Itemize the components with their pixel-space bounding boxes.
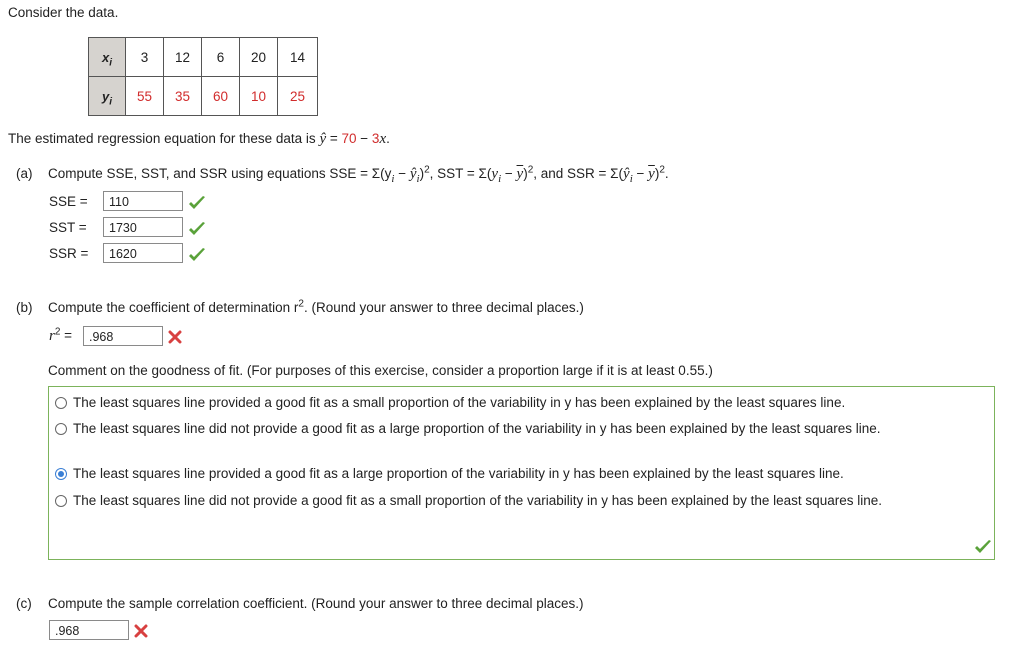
y-cell: 55: [126, 77, 164, 116]
cross-icon: [168, 330, 182, 344]
part-a-label: (a): [16, 166, 33, 181]
correlation-input[interactable]: .968: [49, 620, 129, 640]
x-row: [89, 38, 318, 77]
radio-option-1[interactable]: [55, 397, 67, 409]
data-table: [88, 37, 318, 116]
r2-input[interactable]: .968: [83, 326, 163, 346]
regression-equation: The estimated regression equation for these data is ŷ = 70 − 3x.: [8, 131, 390, 147]
part-b-label: (b): [16, 300, 33, 315]
radio-option-4[interactable]: [55, 495, 67, 507]
sse-label: SSE =: [49, 194, 88, 209]
intro-text: Consider the data.: [8, 5, 119, 20]
x-cell: 6: [202, 38, 240, 77]
radio-option-2[interactable]: [55, 423, 67, 435]
check-icon: [188, 221, 206, 237]
option-2-text: The least squares line did not provide a good fit as a large proportion of the variability in y has been explained by the least squares line.: [73, 421, 881, 436]
check-icon: [974, 539, 992, 555]
sst-label: SST =: [49, 220, 87, 235]
y-cell: 10: [240, 77, 278, 116]
option-4-text: The least squares line did not provide a good fit as a small proportion of the variability in y has been explained by the least squares line.: [73, 493, 882, 508]
x-cell: 14: [278, 38, 318, 77]
y-cell: 60: [202, 77, 240, 116]
y-cell: 35: [164, 77, 202, 116]
ssr-input[interactable]: 1620: [103, 243, 183, 263]
comment-prompt: Comment on the goodness of fit. (For purposes of this exercise, consider a proportion large if it is at least 0.55.): [48, 363, 713, 378]
cross-icon: [134, 624, 148, 638]
r2-label: $r^2$ =: [49, 326, 73, 344]
sse-input[interactable]: 110: [103, 191, 183, 211]
part-c-question: Compute the sample correlation coefficient. (Round your answer to three decimal places.): [48, 596, 584, 611]
check-icon: [188, 195, 206, 211]
part-a-question: Compute SSE, SST, and SSR using equations SSE = $\Sigma(y_i$ − $ŷ_i)^2$, SST = $\Sigma(y_i - \overline{y})^2$, and SSR = $\Sigma(ŷ_i - \overline{y})^2$.: [48, 164, 669, 185]
y-row: [89, 77, 318, 116]
part-b-question: Compute the coefficient of determination $r^2$. (Round your answer to three decimal places.): [48, 298, 584, 315]
option-1-text: The least squares line provided a good fit as a small proportion of the variability in y has been explained by the least squares line.: [73, 395, 846, 410]
sst-input[interactable]: 1730: [103, 217, 183, 237]
x-cell: 20: [240, 38, 278, 77]
x-cell: 3: [126, 38, 164, 77]
radio-option-3-selected[interactable]: [55, 468, 67, 480]
x-header: $x_i$: [89, 38, 126, 77]
option-3-text: The least squares line provided a good fit as a large proportion of the variability in y has been explained by the least squares line.: [73, 466, 844, 481]
part-c-label: (c): [16, 596, 32, 611]
y-header: $y_i$: [89, 77, 126, 116]
y-cell: 25: [278, 77, 318, 116]
ssr-label: SSR =: [49, 246, 89, 261]
check-icon: [188, 247, 206, 263]
x-cell: 12: [164, 38, 202, 77]
